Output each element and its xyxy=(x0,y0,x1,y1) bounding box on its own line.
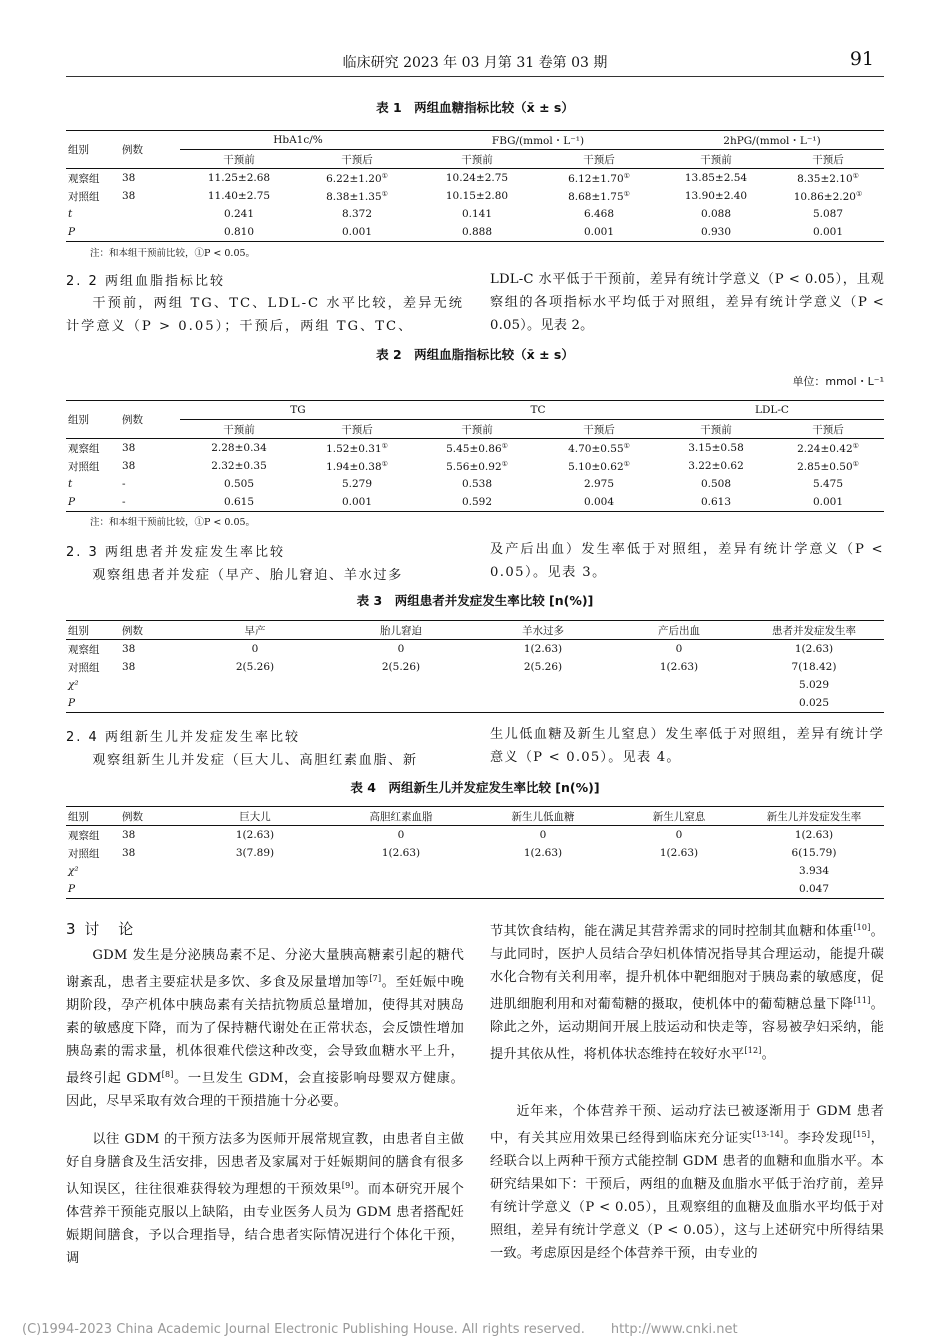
table-row xyxy=(66,640,884,659)
cell: 6(15.79) xyxy=(791,847,837,859)
sig-mark: ① xyxy=(501,441,508,450)
cell: 10.86±2.20① xyxy=(793,189,863,203)
cell: 对照组 xyxy=(68,190,100,203)
cell: P xyxy=(66,880,120,899)
sig-mark: ① xyxy=(623,189,630,198)
section-2-3-right: 及产后出血）发生率低于对照组，差异有统计学意义（P < 0.05）。见表 3。 xyxy=(490,542,884,580)
table-row xyxy=(66,658,884,676)
cell: 8.38±1.35① xyxy=(326,189,388,203)
table-row xyxy=(66,493,884,512)
table-row xyxy=(66,439,884,458)
cell xyxy=(330,694,472,713)
cell: 5.10±0.62① xyxy=(568,459,630,473)
cell: 0 xyxy=(675,643,683,655)
t2-h-group: 组别 xyxy=(66,401,120,439)
t1-h-hba1c: HbA1c/% xyxy=(180,131,416,150)
cell: 0.615 xyxy=(180,493,298,512)
sig-mark: ① xyxy=(855,189,863,198)
cell xyxy=(180,694,330,713)
col-header: 产后出血 xyxy=(614,621,744,640)
citation: [7] xyxy=(369,974,382,983)
table-row xyxy=(66,457,884,475)
cell: 观察组 xyxy=(68,172,100,185)
cell xyxy=(614,676,744,694)
cell: 38 xyxy=(122,661,136,673)
table-row xyxy=(66,694,884,713)
cell: 7(18.42) xyxy=(791,661,837,673)
section-2-4-left: 观察组新生儿并发症（巨大儿、高胆红素血脂、新 xyxy=(92,753,418,768)
cell: 5.087 xyxy=(812,208,844,220)
cell xyxy=(120,880,180,899)
sig-mark: ① xyxy=(381,459,388,468)
cell: - xyxy=(122,478,126,490)
t2-h-tc: TC xyxy=(416,401,660,420)
cell: 0.538 xyxy=(461,478,493,490)
cell xyxy=(180,862,330,880)
cell: 38 xyxy=(122,172,136,184)
cell: 1.52±0.31① xyxy=(326,441,388,455)
cell: 1(2.63) xyxy=(235,829,275,841)
cell xyxy=(120,862,180,880)
cell: 8.372 xyxy=(341,208,373,220)
cell: 观察组 xyxy=(68,643,100,656)
cell: 13.90±2.40 xyxy=(684,190,748,202)
section-2-2-right: LDL-C 水平低于干预前，差异有统计学意义（P < 0.05），且观察组的各项指标水平均低于对照组，差异有统计学意义（P < 0.05）。见表 2。 xyxy=(490,272,884,333)
cell: 0.001 xyxy=(298,493,416,512)
cell: 8.35±2.10① xyxy=(797,171,859,185)
cell: 5.475 xyxy=(812,478,844,490)
cell: 1(2.63) xyxy=(523,643,563,655)
cell: 0.025 xyxy=(744,694,884,713)
sig-mark: ① xyxy=(381,189,388,198)
sig-mark: ① xyxy=(623,441,630,450)
col-header: 胎儿窘迫 xyxy=(330,621,472,640)
cell: 0.088 xyxy=(700,208,732,220)
section-2-3-title: 2. 3 两组患者并发症发生率比较 xyxy=(66,545,285,560)
sig-mark: ① xyxy=(852,459,859,468)
table1-caption: 表 1 两组血糖指标比较（x̄ ± s） xyxy=(376,100,574,115)
section-2-2-title: 2. 2 两组血脂指标比较 xyxy=(66,274,225,289)
cell: 0.141 xyxy=(461,208,493,220)
sig-mark: ① xyxy=(501,459,508,468)
page-number: 91 xyxy=(849,48,874,70)
cell: 5.56±0.92① xyxy=(446,459,508,473)
col-header: 患者并发症发生率 xyxy=(744,621,884,640)
journal-issue: 临床研究 2023 年 03 月第 31 卷第 03 期 xyxy=(342,55,608,71)
col-header: 组别 xyxy=(66,621,120,640)
t2-h-post: 干预后 xyxy=(298,420,416,439)
cell: 3.22±0.62 xyxy=(688,460,744,472)
col-header: 组别 xyxy=(66,807,120,826)
t2-h-n: 例数 xyxy=(120,401,180,439)
cell: 5.45±0.86① xyxy=(446,441,508,455)
citation: [8] xyxy=(161,1070,174,1079)
cell xyxy=(330,862,472,880)
citation: [12] xyxy=(744,1046,762,1055)
cell xyxy=(472,694,614,713)
cell: 0.004 xyxy=(538,493,660,512)
t2-h-tg: TG xyxy=(180,401,416,420)
cell: t xyxy=(68,208,73,220)
running-header xyxy=(66,48,884,77)
cell: 1(2.63) xyxy=(794,829,834,841)
table-row xyxy=(66,880,884,899)
table3-caption: 表 3 两组患者并发症发生率比较 [n(%)] xyxy=(356,593,594,608)
cell xyxy=(180,676,330,694)
cell: χ² xyxy=(68,865,79,877)
cell: 2.28±0.34 xyxy=(211,442,267,454)
cell: 11.25±2.68 xyxy=(207,172,271,184)
cell: 0.001 xyxy=(772,223,884,242)
cell: 38 xyxy=(122,442,136,454)
col-header: 早产 xyxy=(180,621,330,640)
t1-h-fbg: FBG/(mmol・L⁻¹) xyxy=(416,131,660,150)
t2-h-post: 干预后 xyxy=(538,420,660,439)
col-header: 巨大儿 xyxy=(180,807,330,826)
table-row xyxy=(66,169,884,188)
cell: 1(2.63) xyxy=(381,847,421,859)
sig-mark: ① xyxy=(852,441,859,450)
cell: 观察组 xyxy=(68,829,100,842)
col-header: 新生儿窒息 xyxy=(614,807,744,826)
cell: 4.70±0.55① xyxy=(568,441,630,455)
col-header: 例数 xyxy=(120,807,180,826)
table-header-row xyxy=(66,807,884,826)
sig-mark: ① xyxy=(623,459,630,468)
cell: 0.047 xyxy=(744,880,884,899)
t1-h-post: 干预后 xyxy=(298,150,416,169)
table1 xyxy=(66,130,884,242)
t1-h-pre: 干预前 xyxy=(180,150,298,169)
col-header: 羊水过多 xyxy=(472,621,614,640)
cell: 2.975 xyxy=(583,478,615,490)
col-header: 例数 xyxy=(120,621,180,640)
table4-caption: 表 4 两组新生儿并发症发生率比较 [n(%)] xyxy=(350,780,600,795)
cell: 2(5.26) xyxy=(235,661,275,673)
cell: 5.279 xyxy=(341,478,373,490)
cell: P xyxy=(66,223,120,242)
table1-note: 注：和本组干预前比较，①P < 0.05。 xyxy=(90,248,256,259)
cell: 11.40±2.75 xyxy=(207,190,271,202)
cell: 38 xyxy=(122,460,136,472)
sig-mark: ① xyxy=(381,441,388,450)
table-row xyxy=(66,826,884,845)
table-row xyxy=(66,676,884,694)
t2-h-ldl: LDL-C xyxy=(660,401,884,420)
cell: 3.934 xyxy=(798,865,830,877)
cell: 1.94±0.38① xyxy=(326,459,388,473)
cell: 0.001 xyxy=(538,223,660,242)
cell: 1(2.63) xyxy=(659,661,699,673)
cell: 1(2.63) xyxy=(523,847,563,859)
sig-mark: ① xyxy=(623,171,630,180)
cell xyxy=(180,880,330,899)
cell xyxy=(614,694,744,713)
cell: 2.85±0.50① xyxy=(797,459,859,473)
cell xyxy=(330,880,472,899)
t2-h-pre: 干预前 xyxy=(180,420,298,439)
cell: 2(5.26) xyxy=(523,661,563,673)
cell: 3(7.89) xyxy=(235,847,275,859)
cell: 0 xyxy=(251,643,259,655)
t1-h-pre: 干预前 xyxy=(416,150,538,169)
cell: 2.24±0.42① xyxy=(797,441,859,455)
citation: [11] xyxy=(853,996,871,1005)
section-2-4-title: 2. 4 两组新生儿并发症发生率比较 xyxy=(66,730,300,745)
cell: 0 xyxy=(675,829,683,841)
cell: 0.505 xyxy=(223,478,255,490)
col-header: 高胆红素血脂 xyxy=(330,807,472,826)
cell: 38 xyxy=(122,190,136,202)
t1-h-post: 干预后 xyxy=(538,150,660,169)
cell xyxy=(120,223,180,242)
cell xyxy=(614,880,744,899)
col-header: 新生儿并发症发生率 xyxy=(744,807,884,826)
cell: 6.468 xyxy=(583,208,615,220)
cell: 1(2.63) xyxy=(794,643,834,655)
cell: 10.24±2.75 xyxy=(445,172,509,184)
cell: 38 xyxy=(122,847,136,859)
section-2-3-left: 观察组患者并发症（早产、胎儿窘迫、羊水过多 xyxy=(92,568,403,583)
cell: 0.508 xyxy=(700,478,732,490)
cell: 对照组 xyxy=(68,661,100,674)
section-3-title: 3 讨 论 xyxy=(66,920,136,938)
cell: 0.810 xyxy=(180,223,298,242)
t2-h-pre: 干预前 xyxy=(660,420,772,439)
table2 xyxy=(66,400,884,512)
cell: 0.592 xyxy=(416,493,538,512)
discussion-para-4: 近年来，个体营养干预、运动疗法已被逐渐用于 GDM 患者中，有关其应用效果已经得到临床充分证实[13-14]。李玲发现[15]，经联合以上两种干预方式能控制 GDM 患者的血糖和血脂水平。本研究结果如下：干预后，两组的血糖及血脂水平低于治疗前，差异有统计学意义（P < 0.05），且观察组的血糖及血脂水平均低于对照组，差异有统计学意义（P < 0.05），这与上述研究中所得结果一致。考虑原因是经个体营养干预，由专业的 xyxy=(490,1104,884,1261)
t1-h-n: 例数 xyxy=(120,131,180,169)
cell: 8.68±1.75① xyxy=(568,189,630,203)
citation: [9] xyxy=(341,1181,354,1190)
table-row xyxy=(66,223,884,242)
cell xyxy=(120,205,180,223)
table4 xyxy=(66,806,884,899)
cell: 0.241 xyxy=(223,208,255,220)
cell: 0 xyxy=(397,829,405,841)
citation: [15] xyxy=(852,1130,871,1139)
cell: χ² xyxy=(68,679,79,691)
cell: 1(2.63) xyxy=(659,847,699,859)
t2-h-pre: 干预前 xyxy=(416,420,538,439)
discussion-para-2: 以往 GDM 的干预方法多为医师开展常规宣教，由患者自主做好自身膳食及生活安排，因患者及家属对于妊娠期间的膳食有很多认知误区，往往很难获得较为理想的干预效果[9]。而本研究开展个体营养干预能克服以上缺陷，由专业医务人员为 GDM 患者搭配妊娠期间膳食，予以合理指导，结合患者实际情况进行个体化干预，调 xyxy=(66,1132,465,1266)
cell: P xyxy=(66,493,120,512)
section-2-4-right: 生儿低血糖及新生儿窒息）发生率低于对照组，差异有统计学意义（P < 0.05）。见表 4。 xyxy=(490,727,884,765)
cell: - xyxy=(120,493,180,512)
sig-mark: ① xyxy=(852,171,859,180)
cell xyxy=(472,880,614,899)
cell xyxy=(120,694,180,713)
t1-h-pre: 干预前 xyxy=(660,150,772,169)
table2-note: 注：和本组干预前比较，①P < 0.05。 xyxy=(90,517,256,528)
discussion-para-3: 节其饮食结构，能在满足其营养需求的同时控制其血糖和体重[10]。与此同时，医护人员结合孕妇机体情况指导其合理运动，能提升碳水化合物有关利用率，提升机体中靶细胞对于胰岛素的敏感度，促进肌细胞利用和对葡萄糖的摄取，使机体中的葡萄糖总量下降[11]。除此之外，运动期间开展上肢运动和快走等，容易被孕妇采纳，能提升其依从性，将机体状态维持在较好水平[12]。 xyxy=(490,923,885,1062)
cell: 10.15±2.80 xyxy=(445,190,509,202)
table2-caption: 表 2 两组血脂指标比较（x̄ ± s） xyxy=(376,347,574,362)
cell: 13.85±2.54 xyxy=(684,172,748,184)
table-row xyxy=(66,187,884,205)
cell: 0 xyxy=(397,643,405,655)
sig-mark: ① xyxy=(381,171,388,180)
t1-h-2hpg: 2hPG/(mmol・L⁻¹) xyxy=(660,131,884,150)
cell: 观察组 xyxy=(68,442,100,455)
cell: 6.22±1.20① xyxy=(326,171,388,185)
cell: 5.029 xyxy=(798,679,830,691)
cell: 0.001 xyxy=(772,493,884,512)
cell: 6.12±1.70① xyxy=(568,171,630,185)
citation: [10] xyxy=(853,923,871,932)
col-header: 新生儿低血糖 xyxy=(472,807,614,826)
table-row xyxy=(66,475,884,493)
cell: 2.32±0.35 xyxy=(211,460,267,472)
cell: 2(5.26) xyxy=(381,661,421,673)
cell xyxy=(120,676,180,694)
section-2-2-left: 干预前，两组 TG、TC、LDL-C 水平比较，差异无统计学意义（P > 0.05）；干预后，两组 TG、TC、 xyxy=(66,296,464,334)
table-row xyxy=(66,844,884,862)
table3 xyxy=(66,620,884,713)
table-header-row xyxy=(66,621,884,640)
discussion-para-1: GDM 发生是分泌胰岛素不足、分泌大量胰高糖素引起的糖代谢紊乱，患者主要症状是多饮、多食及尿量增加等[7]。至妊娠中晚期阶段，孕产机体中胰岛素有关拮抗物质总量增加，使得其对胰岛素的敏感度下降，而为了保持糖代谢处在正常状态，会反馈性增加胰岛素的需求量，机体很难代偿这种改变，会导致血糖水平上升，最终引起 GDM[8]。一旦发生 GDM，会直接影响母婴双方健康。因此，尽早采取有效合理的干预措施十分必要。 xyxy=(66,948,465,1109)
citation: [13-14] xyxy=(752,1130,784,1139)
cell: 38 xyxy=(122,643,136,655)
cell: 0.613 xyxy=(660,493,772,512)
cell xyxy=(614,862,744,880)
table2-unit: 单位：mmol・L⁻¹ xyxy=(792,375,884,388)
cell: 3.15±0.58 xyxy=(688,442,744,454)
cell xyxy=(472,676,614,694)
cell: P xyxy=(66,694,120,713)
cell: 对照组 xyxy=(68,460,100,473)
cell: t xyxy=(68,478,73,490)
t1-h-post: 干预后 xyxy=(772,150,884,169)
cell xyxy=(472,862,614,880)
cell: 0.888 xyxy=(416,223,538,242)
table-row xyxy=(66,862,884,880)
t2-h-post: 干预后 xyxy=(772,420,884,439)
cell: 对照组 xyxy=(68,847,100,860)
cell xyxy=(330,676,472,694)
cell: 0.001 xyxy=(298,223,416,242)
cell: 38 xyxy=(122,829,136,841)
table-row xyxy=(66,205,884,223)
t1-h-group: 组别 xyxy=(66,131,120,169)
cell: 0.930 xyxy=(660,223,772,242)
cell: 0 xyxy=(539,829,547,841)
copyright-footer: (C)1994-2023 China Academic Journal Electronic Publishing House. All rights reserved. http://www.cnki.net xyxy=(22,1322,738,1337)
